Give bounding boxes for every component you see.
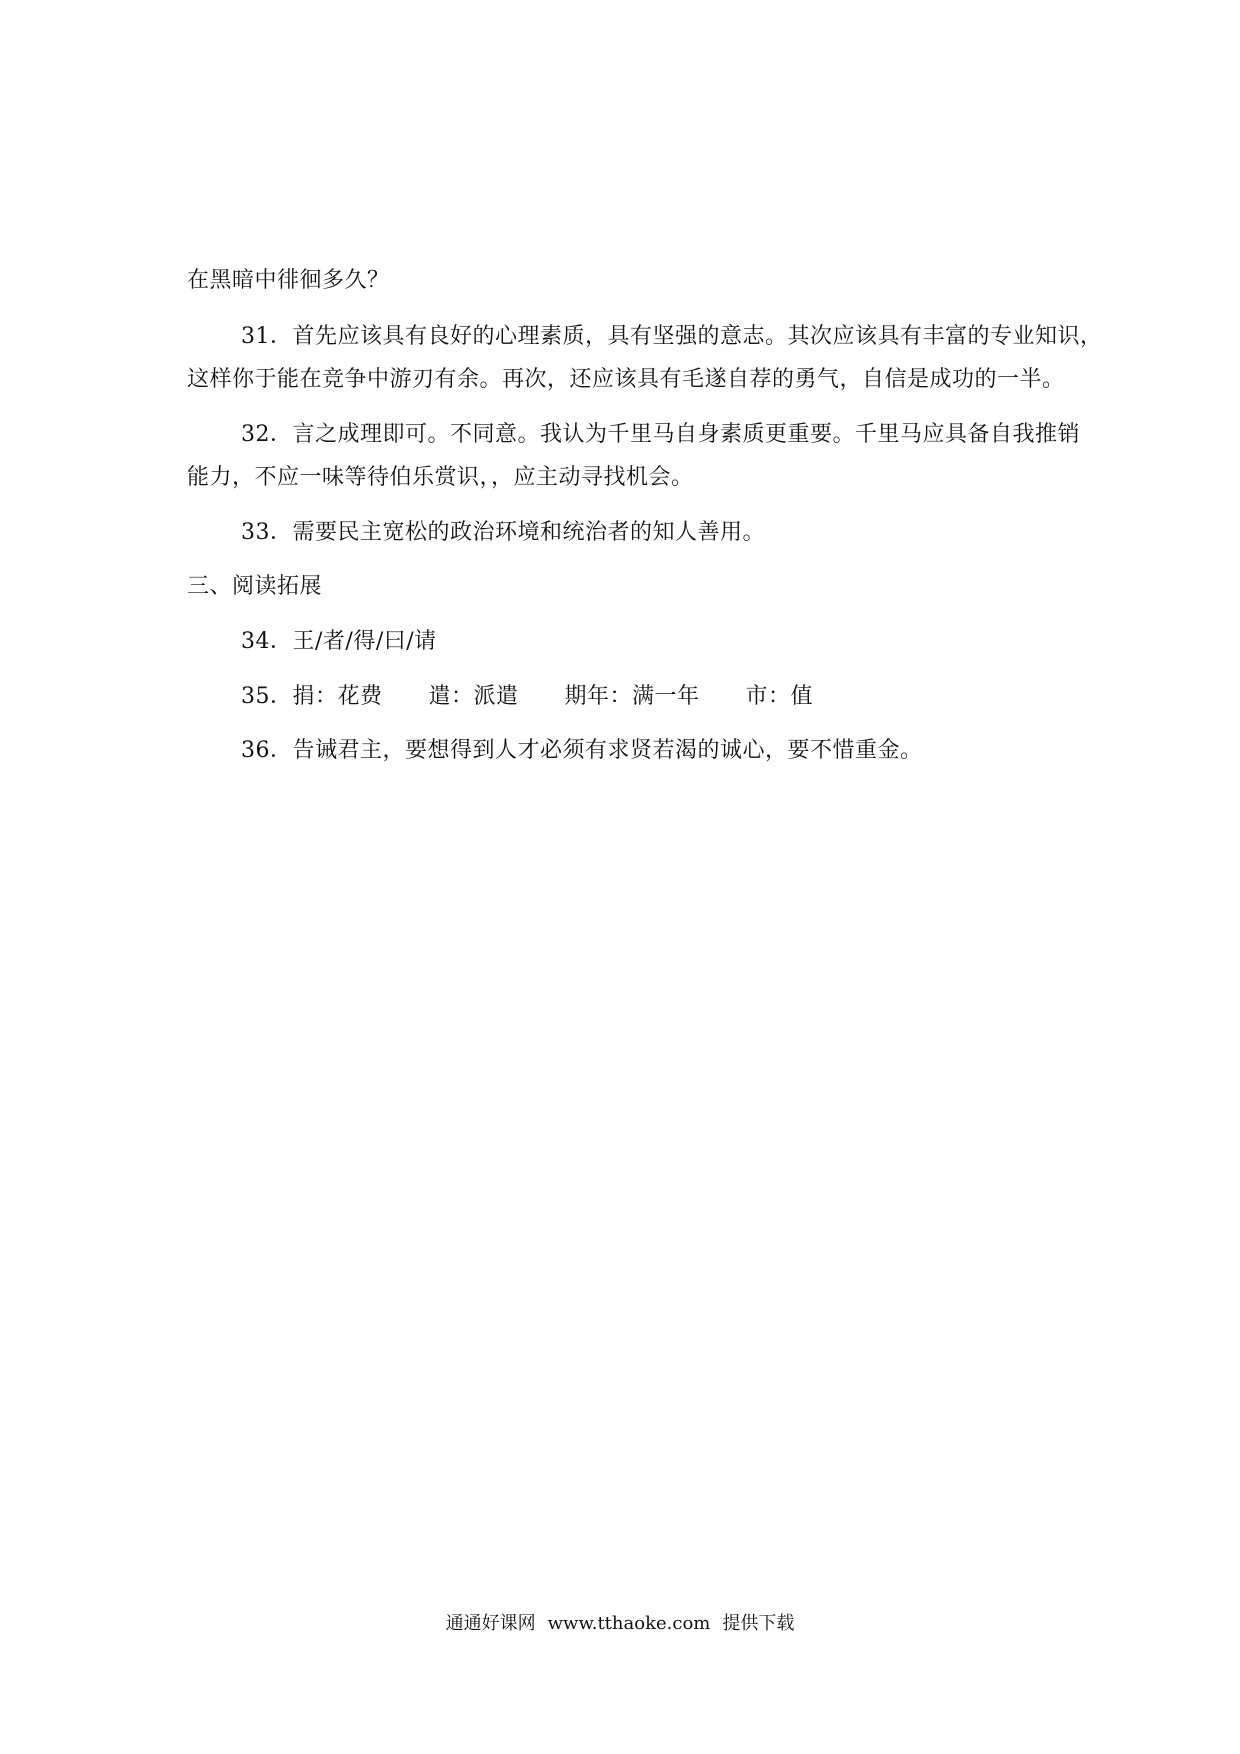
answer-35-item-3: 期年：满一年 xyxy=(564,684,700,709)
answer-32-line-1: 32．言之成理即可。不同意。我认为千里马自身素质更重要。千里马应具备自我推销 xyxy=(241,422,1080,447)
footer-site-name: 通通好课网 xyxy=(445,1613,536,1634)
answer-35-item-4: 市：值 xyxy=(745,684,814,709)
answer-35-item-1: 35．捐：花费 xyxy=(241,684,383,709)
answer-31-line-1: 31．首先应该具有良好的心理素质，具有坚强的意志。其次应该具有丰富的专业知识， xyxy=(241,324,1103,349)
footer-url[interactable]: www.tthaoke.com xyxy=(547,1613,711,1634)
answer-33: 33．需要民主宽松的政治环境和统治者的知人善用。 xyxy=(241,520,765,545)
answer-32-line-2: 能力，不应一味等待伯乐赏识，，应主动寻找机会。 xyxy=(187,465,694,490)
section-heading-reading-extension: 三、阅读拓展 xyxy=(187,574,323,599)
page-footer xyxy=(0,1611,1240,1637)
answer-34: 34．王/者/得/曰/请 xyxy=(241,629,437,654)
answer-36: 36．告诫君主，要想得到人才必须有求贤若渴的诚心，要不惜重金。 xyxy=(241,738,923,763)
answer-35 xyxy=(241,682,813,712)
footer-suffix: 提供下载 xyxy=(722,1613,795,1634)
text-line-continuation: 在黑暗中徘徊多久？ xyxy=(187,268,390,293)
answer-35-item-2: 遣：派遣 xyxy=(428,684,519,709)
answer-31-line-2: 这样你于能在竞争中游刃有余。再次，还应该具有毛遂自荐的勇气，自信是成功的一半。 xyxy=(187,367,1065,392)
